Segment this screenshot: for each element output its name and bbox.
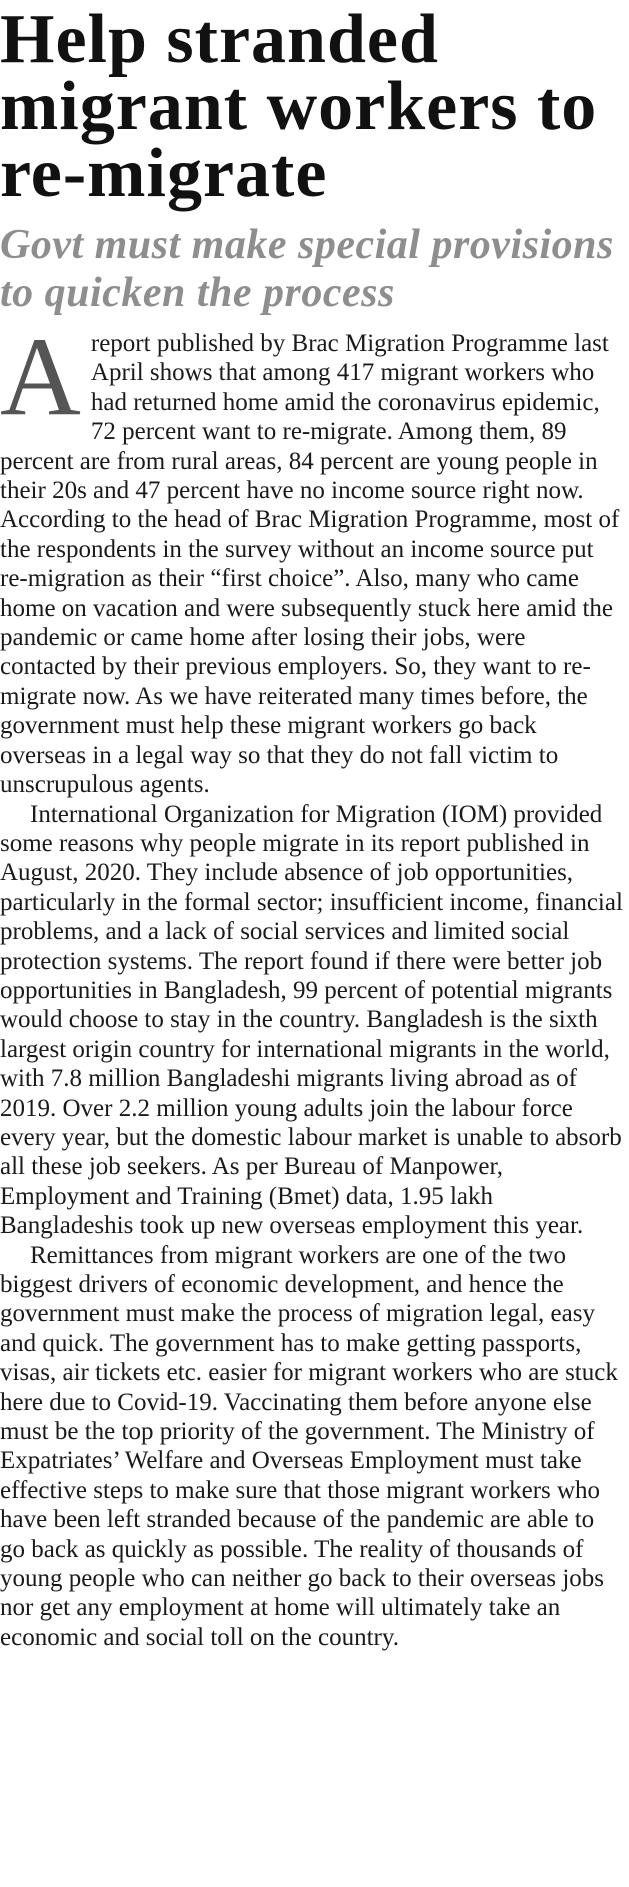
drop-cap: A xyxy=(0,315,81,439)
paragraph-3: Remittances from migrant workers are one of the two biggest drivers of economic development, and hence the government must make the process of migration legal, easy and quick. The government has to make getting passports, visas, air tickets etc. easier for migrant workers who are stuck here due to Covid-19. Vaccinating them before anyone else must be the top priority of the government. The Ministry of Expatriates’ Welfare and Overseas Employment must take effective steps to make sure that those migrant workers who have been left stranded because of the pandemic are able to go back as quickly as possible. The reality of thousands of young people who can neither go back to their overseas jobs nor get any employment at home will ultimately take an economic and social toll on the country. xyxy=(0,1241,618,1651)
paragraph-1-text: report published by Brac Migration Programme last April shows that among 417 migrant workers who had returned home amid the coronavirus epidemic, 72 percent want to re-migrate. Among them, 89 percent are from rural areas, 84 percent are young people in their 20s and 47 percent have no income source right now. According to the head of Brac Migration Programme, most of the respondents in the survey without an income source put re-migration as their “first choice”. Also, many who came home on vacation and were subsequently stuck here amid the pandemic or came home after losing their jobs, were contacted by their previous employers. So, they want to re-migrate now. As we have reiterated many times before, the government must help these migrant workers go back overseas in a legal way so that they do not fall victim to unscrupulous agents. xyxy=(0,330,620,799)
headline: Help stranded migrant workers to re-migrate xyxy=(0,1,598,212)
paragraph-1 xyxy=(0,315,623,800)
subheadline: Govt must make special provisions to quicken the process xyxy=(0,222,614,316)
editorial-article xyxy=(0,1,629,1652)
paragraph-2: International Organization for Migration (IOM) provided some reasons why people migrate in its report published in August, 2020. They include absence of job opportunities, particularly in the formal sector; insufficient income, financial problems, and a lack of social services and limited social protection systems. The report found if there were better job opportunities in Bangladesh, 99 percent of potential migrants would choose to stay in the country. Bangladesh is the sixth largest origin country for international migrants in the world, with 7.8 million Bangladeshi migrants living abroad as of 2019. Over 2.2 million young adults join the labour force every year, but the domestic labour market is unable to absorb all these job seekers. As per Bureau of Manpower, Employment and Training (Bmet) data, 1.95 lakh Bangladeshis took up new overseas employment this year. xyxy=(0,800,623,1240)
article-body xyxy=(0,315,623,1652)
